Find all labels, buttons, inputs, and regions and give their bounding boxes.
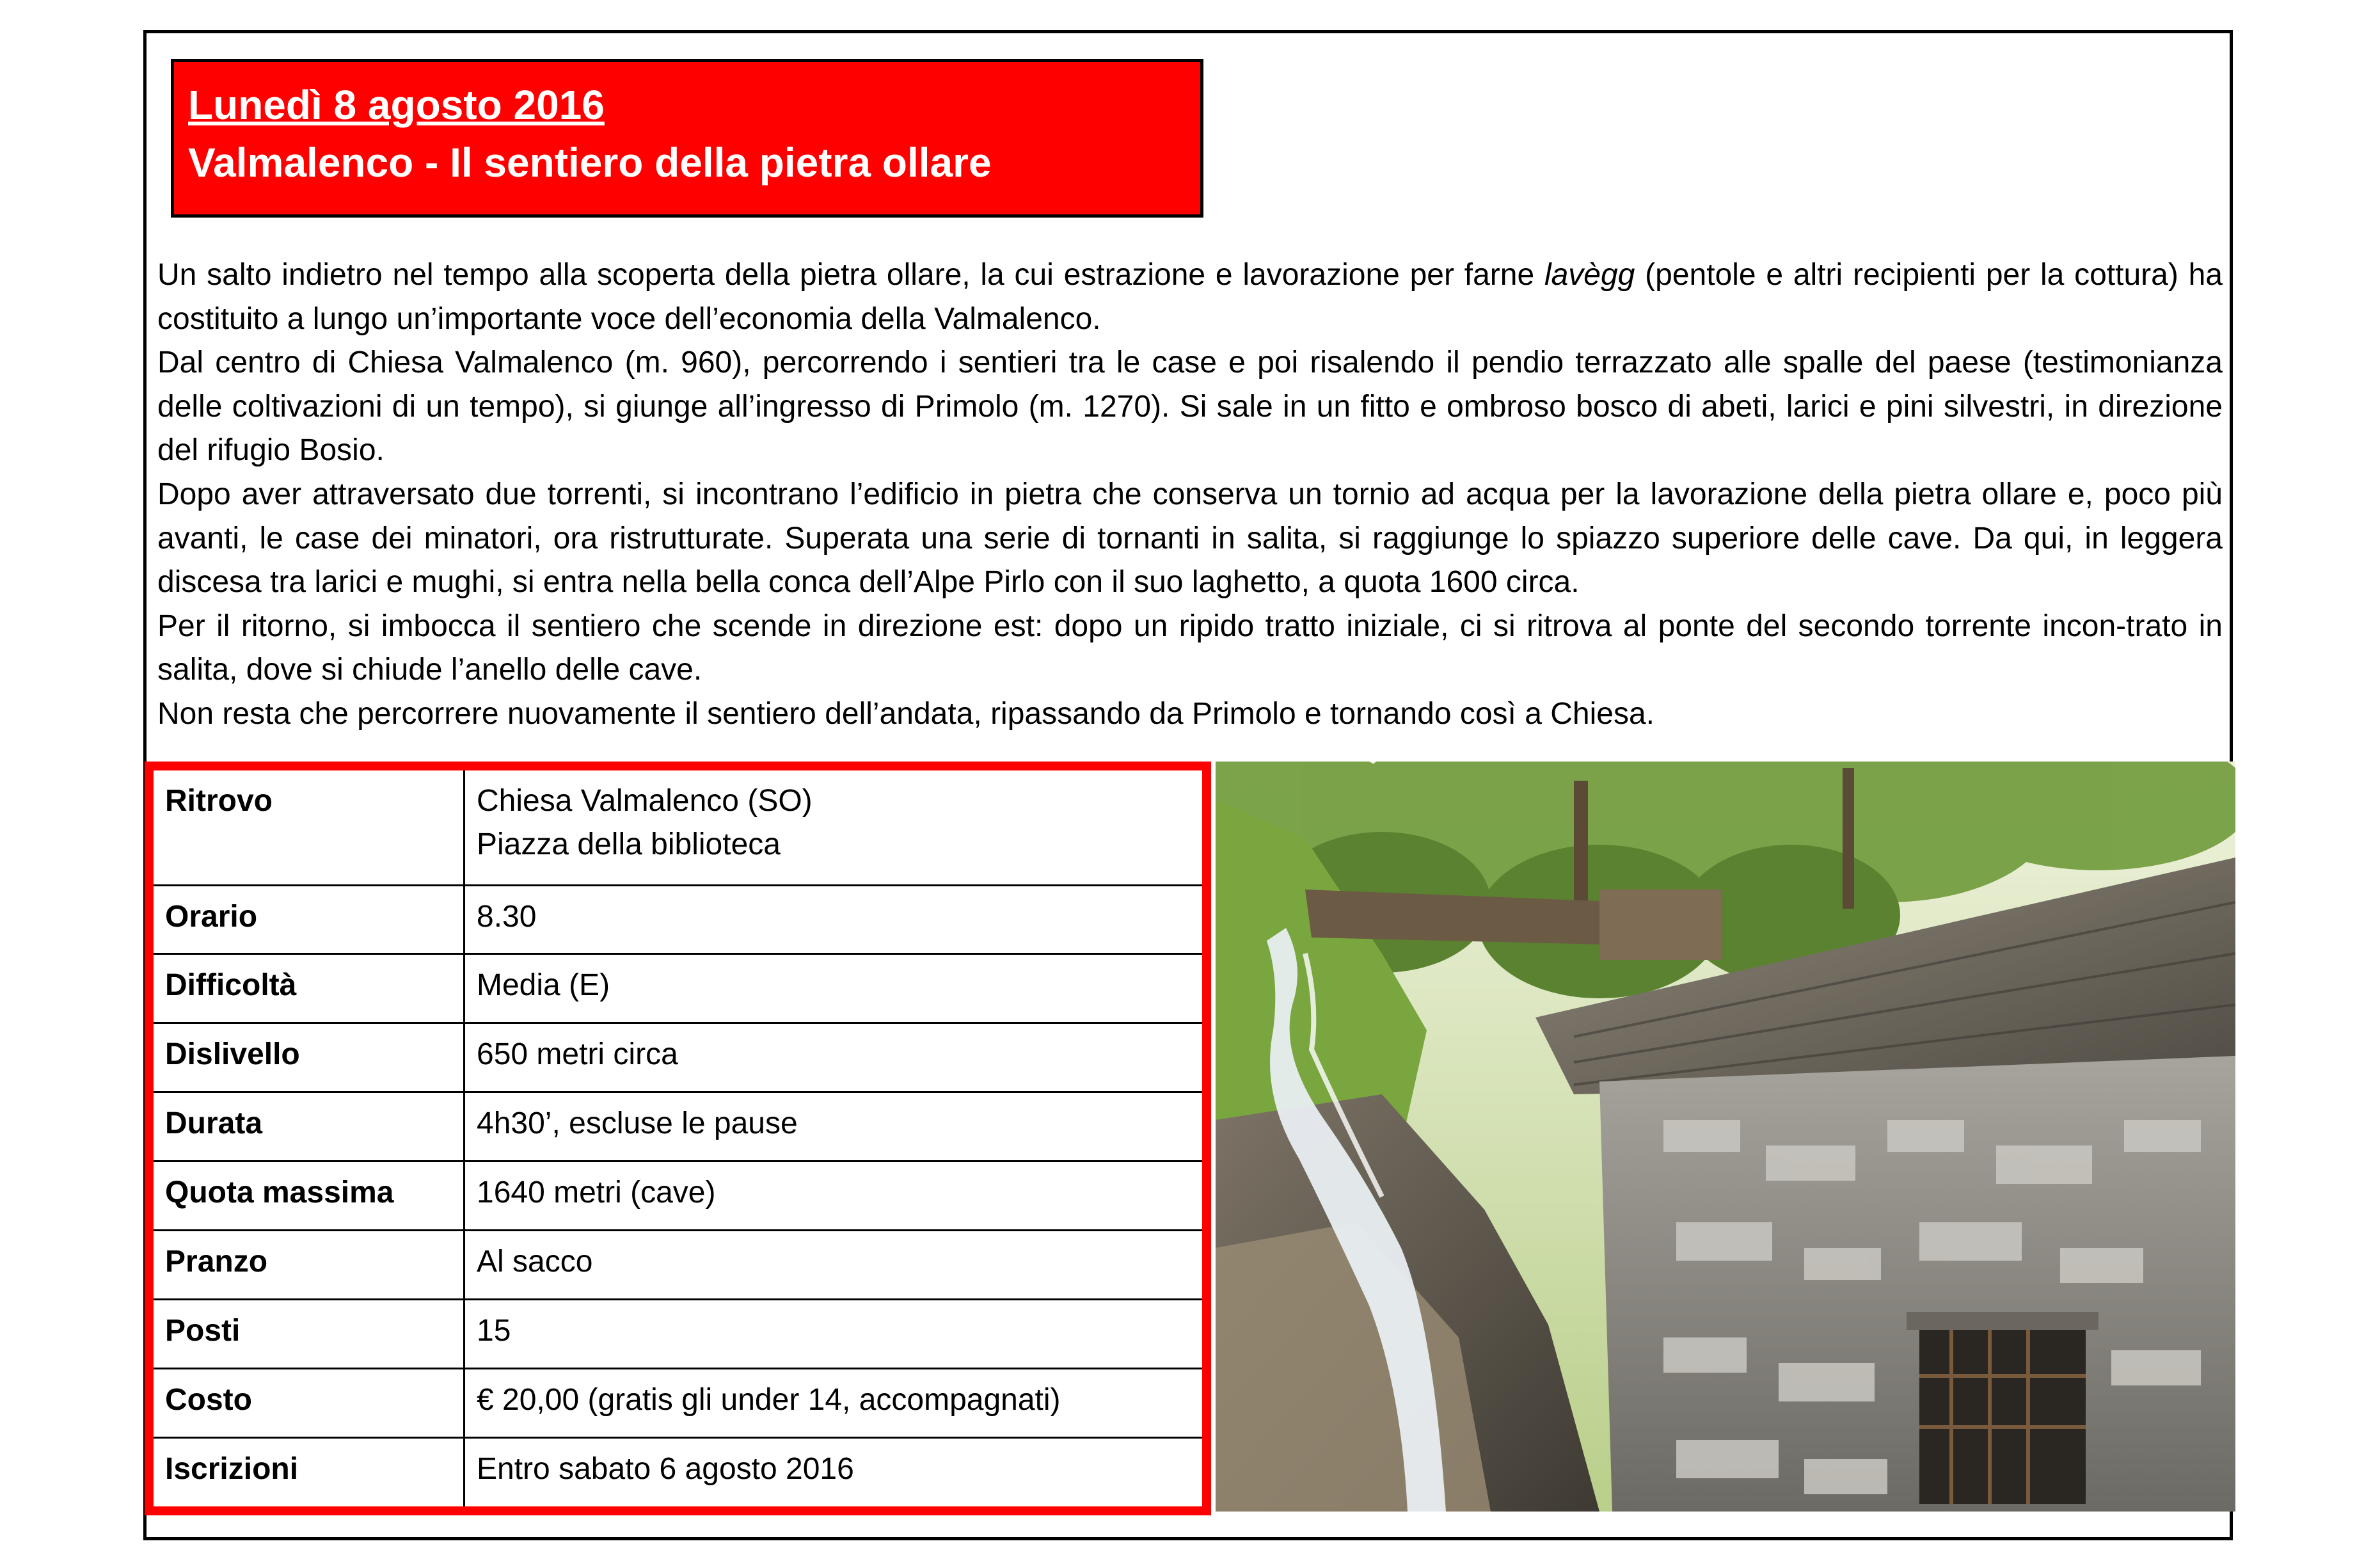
row-value [464,766,1207,885]
description [157,253,2223,737]
row-label: Orario [149,885,464,954]
row-value: 8.30 [464,885,1207,954]
table-row [149,766,1207,885]
table-row [149,1161,1207,1231]
description-paragraph-3: Dopo aver attraversato due torrenti, si incontrano l’edificio in pietra che conserva un tornio ad acqua per la lavorazione della pietra ollare e, poco più avanti, le case dei minatori, ora ristrutturate. Superata una serie di tornanti in salita, si raggiunge lo spiazzo superiore delle cave. Da qui, in leggera discesa tra larici e mughi, si entra nella bella conca dell’Alpe Pirlo con il suo laghetto, a quota 1600 circa. [157,477,2223,600]
table-row [149,1023,1207,1092]
row-label: Durata [149,1092,464,1161]
row-label: Costo [149,1368,464,1437]
event-title: Valmalenco - Il sentiero della pietra ollare [188,140,992,186]
table-row [149,1368,1207,1437]
row-label: Ritrovo [149,766,464,885]
stone-mill-waterfall-photo [1216,762,2235,1512]
row-label: Posti [149,1299,464,1368]
row-value-line-2: Piazza della biblioteca [477,827,781,861]
row-value: Al sacco [464,1230,1207,1299]
table-row [149,1092,1207,1161]
row-label: Dislivello [149,1023,464,1092]
row-label: Difficoltà [149,954,464,1023]
row-value: 15 [464,1299,1207,1368]
row-label: Pranzo [149,1230,464,1299]
description-paragraph-2: Dal centro di Chiesa Valmalenco (m. 960), percorrendo i sentieri tra le case e poi risalendo il pendio terrazzato alle spalle del paese (testimonianza delle coltivazioni di un tempo), si giunge all’ingresso di Primolo (m. 1270). Si sale in un fitto e ombroso bosco di abeti, larici e pini silvestri, in direzione del rifugio Bosio. [157,346,2223,468]
row-value: Entro sabato 6 agosto 2016 [464,1437,1207,1511]
info-table [145,762,1211,1515]
row-label: Iscrizioni [149,1437,464,1511]
description-paragraph-5: Non resta che percorrere nuovamente il sentiero dell’andata, ripassando da Primolo e tornando così a Chiesa. [157,696,1654,731]
title-box [171,59,1203,218]
row-value: € 20,00 (gratis gli under 14, accompagnati) [464,1368,1207,1437]
description-text: (pentole e altri recipienti per la cottura) ha costituito a lungo un’importante voce dell’economia della Valmalenco. [157,258,2223,336]
event-date: Lunedì 8 agosto 2016 [188,82,605,128]
table-row [149,954,1207,1023]
row-value-line-1: Chiesa Valmalenco (SO) [477,784,813,818]
row-value: 1640 metri (cave) [464,1161,1207,1231]
table-row [149,1437,1207,1511]
description-paragraph-1 [157,253,2223,341]
row-value: Media (E) [464,954,1207,1023]
description-text: Un salto indietro nel tempo alla scoperta della pietra ollare, la cui estrazione e lavorazione per farne [157,258,1544,292]
description-italic-term: lavègg [1544,258,1635,292]
table-row [149,1299,1207,1368]
table-row [149,885,1207,954]
description-paragraph-4: Per il ritorno, si imbocca il sentiero che scende in direzione est: dopo un ripido tratto iniziale, ci si ritrova al ponte del secondo torrente incon-trato in salita, dove si chiude l’anello delle cave. [157,609,2223,687]
table-row [149,1230,1207,1299]
row-label: Quota massima [149,1161,464,1231]
row-value: 4h30’, escluse le pause [464,1092,1207,1161]
row-value: 650 metri circa [464,1023,1207,1092]
photo-illustration [1216,762,2235,1512]
